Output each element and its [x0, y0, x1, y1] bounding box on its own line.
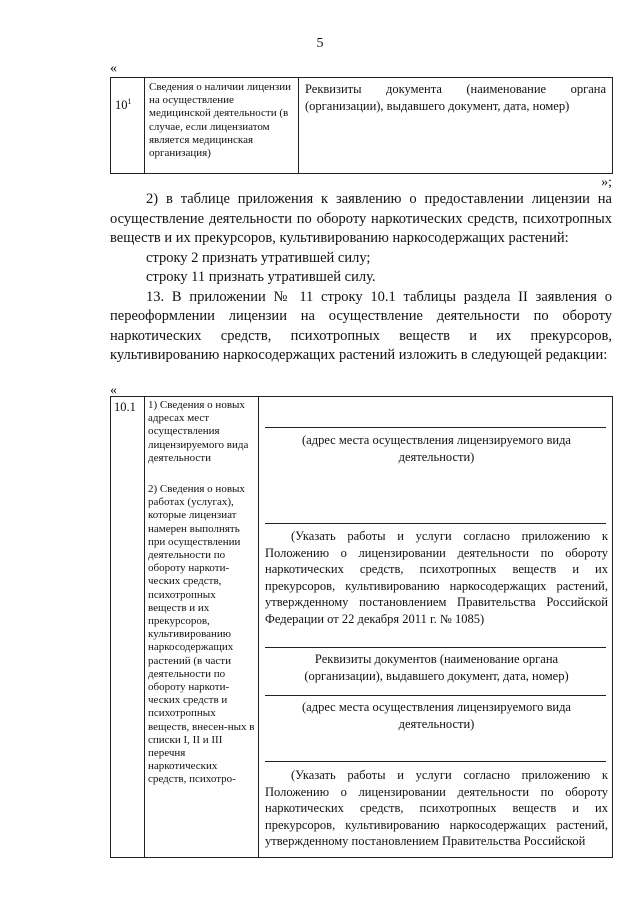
details-cell — [259, 397, 613, 858]
info-items-cell — [145, 397, 259, 858]
closing-quote-1: »; — [601, 175, 612, 190]
document-details-hint: Реквизиты документов (наименование органа (организации), выдавшего документ, дата, номер) — [304, 652, 569, 683]
info-new-works: 2) Сведения о новых работах (услугах), которые лицензиат намерен выполнять при осуществлении деятельности по обороту наркоти-ческих средств, психотропных веществ и их прекурсоров, культивированию наркосодержащих растений (в части деятельности по обороту наркоти-ческих средств и психотропных веществ, внесен-ных в списки I, II и III перечня наркотических средств, психотро- — [148, 483, 255, 786]
table-row-10-1-upper — [110, 77, 613, 174]
fill-line-5 — [265, 761, 606, 762]
address-hint-2: (адрес места осуществления лицензируемого вида деятельности) — [302, 700, 571, 731]
paragraph-item-2: 2) в таблице приложения к заявлению о предоставлении лицензии на осуществление деятельности по обороту наркотических средств, психотропных веществ и их прекурсоров, культивированию наркосодержащих растений: — [110, 191, 612, 246]
opening-quote-1: « — [110, 61, 117, 76]
row-number-cell — [111, 397, 145, 858]
info-license-text: Сведения о наличии лицензии на осуществление медицинской деятельности (в случае, если лицензиатом является медицинская организация) — [149, 81, 291, 160]
works-hint-2: (Указать работы и услуги согласно приложению к Положению о лицензировании деятельности по обороту наркотических средств, психотропных веществ и их прекурсоров, культивированию наркосодержащих растений, утвержденному постановлением Правительства Российской — [265, 768, 608, 848]
page-number: 5 — [316, 36, 324, 51]
row-number: $10^1$ — [115, 97, 132, 113]
document-details-text: Реквизиты документа (наименование органа (организации), выдавшего документ, дата, номер) — [305, 82, 606, 113]
fill-line-3 — [265, 647, 606, 648]
works-hint-1: (Указать работы и услуги согласно приложению к Положению о лицензировании деятельности по обороту наркотических средств, психотропных веществ и их прекурсоров, культивированию наркосодержащих растений, утвержденному постановлением Правительства Российской Федерации от 22 декабря 2011 г. № 1085) — [265, 529, 608, 626]
fill-line-4 — [265, 695, 606, 696]
table-row-10-1 — [110, 396, 613, 858]
info-license-cell — [145, 78, 299, 174]
document-details-cell — [299, 78, 613, 174]
row-number-cell — [111, 78, 145, 174]
opening-quote-2: « — [110, 383, 117, 398]
fill-line-1 — [265, 427, 606, 428]
address-hint-1: (адрес места осуществления лицензируемого вида деятельности) — [302, 433, 571, 464]
paragraph-row-2: строку 2 признать утратившей силу; — [146, 249, 371, 266]
row-number: 10.1 — [114, 400, 136, 414]
fill-line-2 — [265, 523, 606, 524]
paragraph-item-13: 13. В приложении № 11 строку 10.1 таблицы раздела II заявления о переоформлении лицензии на осуществление деятельности по обороту наркотических средств, психотропных веществ и их прекурсоров, культивированию наркосодержащих растений изложить в следующей редакции: — [110, 288, 612, 363]
amendment-text — [110, 190, 612, 366]
info-new-addresses: 1) Сведения о новых адресах мест осуществления лицензируемого вида деятельности — [148, 399, 249, 464]
paragraph-row-11: строку 11 признать утратившей силу. — [146, 269, 376, 285]
